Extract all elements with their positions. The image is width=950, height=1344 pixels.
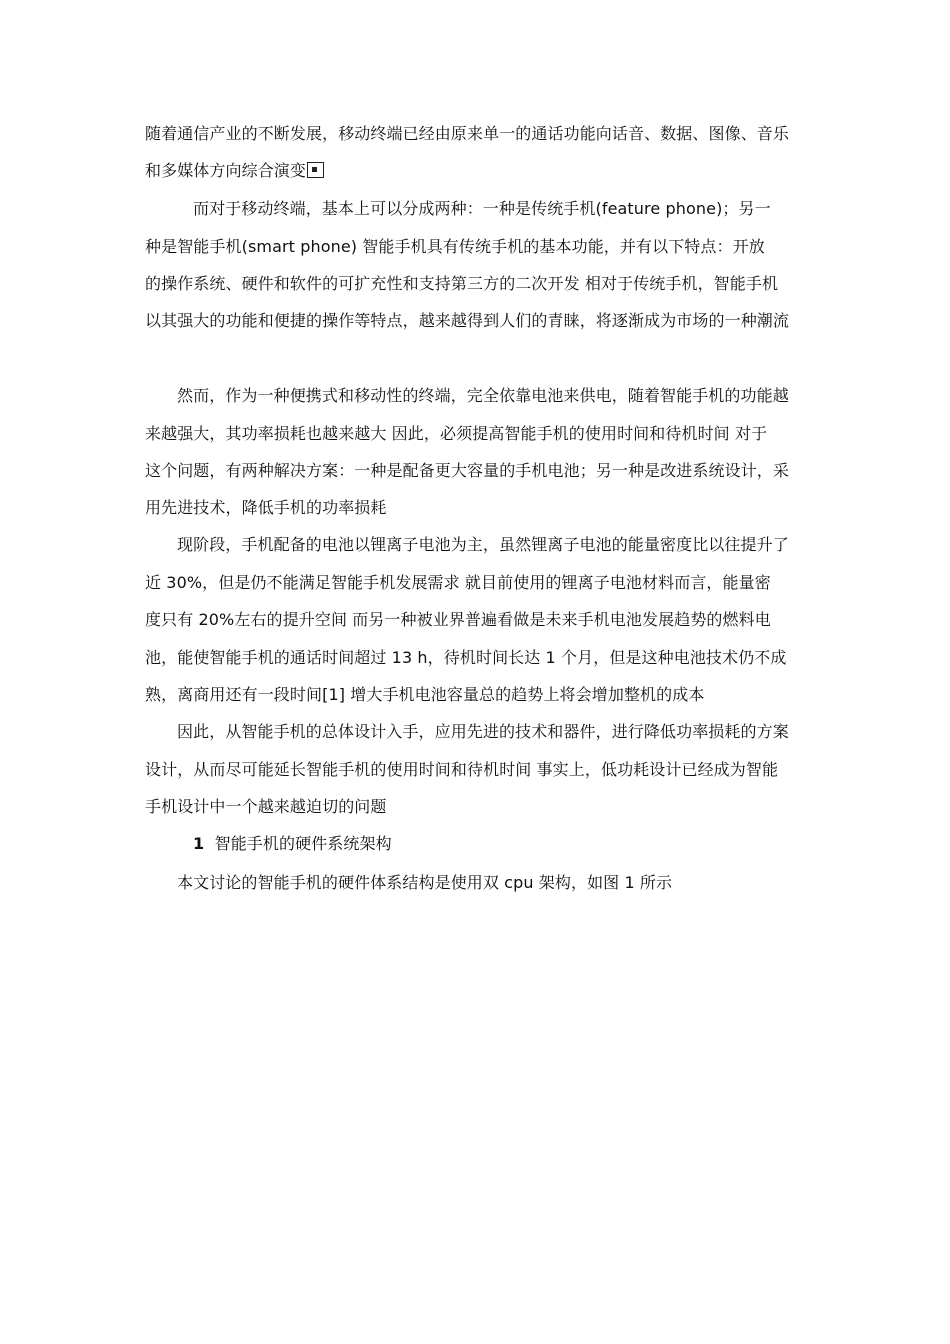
paragraph-3-line-2: 来越强大，其功率损耗也越来越大 因此，必须提高智能手机的使用时间和待机时间 对于 [145,424,768,443]
paragraph-5-line-2: 设计，从而尽可能延长智能手机的使用时间和待机时间 事实上，低功耗设计已经成为智能 [145,760,779,779]
paragraph-2-line-1: 而对于移动终端，基本上可以分成两种：一种是传统手机(feature phone)；另一 [193,199,771,218]
paragraph-1-line-2 [145,161,324,181]
paragraph-4-line-3: 度只有 20%左右的提升空间 而另一种被业界普遍看做是未来手机电池发展趋势的燃料电 [145,610,771,629]
paragraph-1-line-2-text: 和多媒体方向综合演变 [145,161,307,180]
section-heading [193,834,392,854]
paragraph-2-line-2: 种是智能手机(smart phone) 智能手机具有传统手机的基本功能，并有以下特点：开放 [145,237,765,256]
closing-sentence: 本文讨论的智能手机的硬件体系结构是使用双 cpu 架构，如图 1 所示 [177,873,673,892]
paragraph-4-line-1: 现阶段，手机配备的电池以锂离子电池为主，虽然锂离子电池的能量密度比以往提升了 [177,535,789,554]
paragraph-1-line-1: 随着通信产业的不断发展，移动终端已经由原来单一的通话功能向话音、数据、图像、音乐 [145,124,790,143]
section-number: 1 [193,834,205,853]
checkbox-square-icon [307,162,324,178]
paragraph-3-line-4: 用先进技术，降低手机的功率损耗 [145,498,387,517]
paragraph-4-line-5: 熟，离商用还有一段时间[1] 增大手机电池容量总的趋势上将会增加整机的成本 [145,685,705,704]
paragraph-4-line-4: 池，能使智能手机的通话时间超过 13 h，待机时间长达 1 个月，但是这种电池技术仍不成 [145,648,787,667]
paragraph-5-line-1: 因此，从智能手机的总体设计入手，应用先进的技术和器件，进行降低功率损耗的方案 [177,722,789,741]
paragraph-3-line-1: 然而，作为一种便携式和移动性的终端，完全依靠电池来供电，随着智能手机的功能越 [177,386,789,405]
paragraph-5-line-3: 手机设计中一个越来越迫切的问题 [145,797,387,816]
section-title: 智能手机的硬件系统架构 [214,834,392,853]
paragraph-2-line-3: 的操作系统、硬件和软件的可扩充性和支持第三方的二次开发 相对于传统手机，智能手机 [145,274,779,293]
paragraph-2-line-4: 以其强大的功能和便捷的操作等特点，越来越得到人们的青睐，将逐渐成为市场的一种潮流 [145,311,790,330]
paragraph-4-line-2: 近 30%，但是仍不能满足智能手机发展需求 就目前使用的锂离子电池材料而言，能量密 [145,573,771,592]
paragraph-3-line-3: 这个问题，有两种解决方案：一种是配备更大容量的手机电池；另一种是改进系统设计，采 [145,461,790,480]
